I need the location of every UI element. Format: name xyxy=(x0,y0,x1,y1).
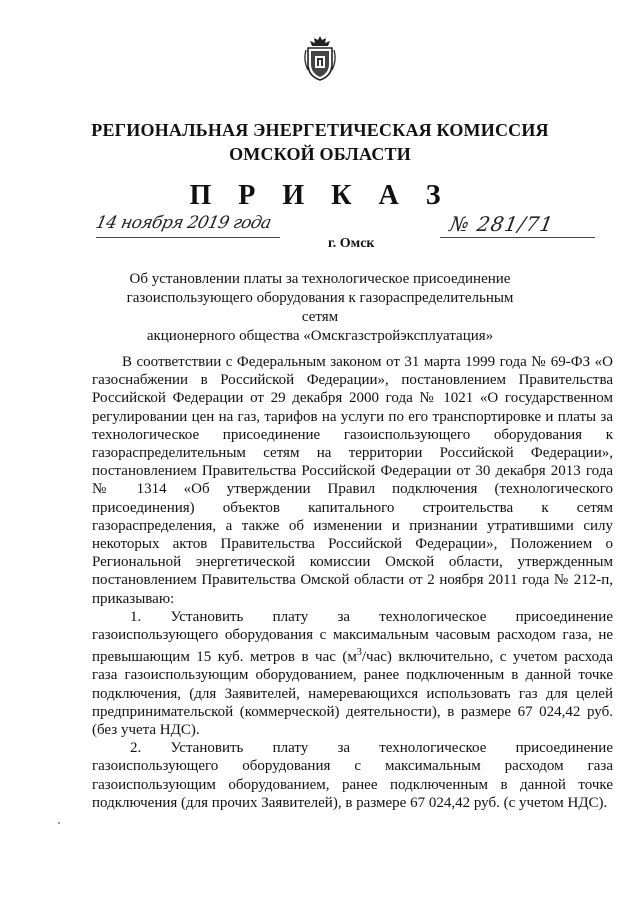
document-body xyxy=(92,353,613,812)
city-label: г. Омск xyxy=(328,236,375,251)
item-2-paragraph: 2. Установить плату за технологическое присоединение газоиспользующего оборудования с максимальным расходом газа газоиспользующим оборудованием, ранее подключенным в данной точке подключения (для прочих Заявителей), в размере 67 024,42 руб. (с учетом НДС). xyxy=(92,740,613,811)
document-title xyxy=(110,270,530,346)
date-underline xyxy=(96,237,280,238)
coat-of-arms-icon xyxy=(300,34,340,82)
organization-region: ОМСКОЙ ОБЛАСТИ xyxy=(229,144,411,164)
unit-superscript: 3 xyxy=(356,647,362,659)
preamble-paragraph: В соответствии с Федеральным законом от 31 марта 1999 года № 69-ФЗ «О газоснабжении в Российской Федерации», постановлением Правительства Российской Федерации от 29 декабря 2000 года № 1021 «О государственном регулировании цен на газ, тарифов на услуги по его транспортировке и платы за технологическое присоединение газоиспользующего оборудования к газораспределительным сетям на территории Российской Федерации», постановлением Правительства Российской Федерации от 30 декабря 2013 года № 1314 «Об утверждении Правил подключения (технологического присоединения) объектов капитального строительства к сетям газораспределения, а также об изменении и признании утратившими силу некоторых актов Правительства Российской Федерации», Положением о Региональной энергетической комиссии Омской области, утвержденным постановлением Правительства Омской области от 2 ноября 2011 года № 212-п, приказываю: xyxy=(92,354,613,607)
item-1-text-end: /час) включительно, с учетом расхода газа газоиспользующим оборудованием, ранее подключенным в данной точке подключения, (для Заявителей, намеревающихся использовать газ для целей предпринимательской (коммерческой) деятельности), в размере 67 024,42 руб. (без учета НДС). xyxy=(92,649,613,739)
handwritten-number: № 281/71 xyxy=(447,212,556,236)
item-1-paragraph xyxy=(92,608,613,739)
item-1-text-start: 1. Установить плату за технологическое присоединение газоиспользующего оборудования с максимальным часовым расходом газа, не превышающим 15 куб. метров в час (м xyxy=(92,608,613,666)
organization-name: РЕГИОНАЛЬНАЯ ЭНЕРГЕТИЧЕСКАЯ КОМИССИЯ xyxy=(91,120,549,140)
document-type: П Р И К А З xyxy=(189,180,451,211)
handwritten-date: 14 ноября 2019 года xyxy=(93,213,273,233)
scan-speck xyxy=(58,822,60,824)
title-line: газоиспользующего оборудования к газораспределительным сетям xyxy=(126,290,514,325)
number-underline xyxy=(440,237,595,238)
title-line: Об установлении платы за технологическое присоединение xyxy=(129,271,511,287)
title-line: акционерного общества «Омскгазстройэксплуатация» xyxy=(146,328,494,344)
